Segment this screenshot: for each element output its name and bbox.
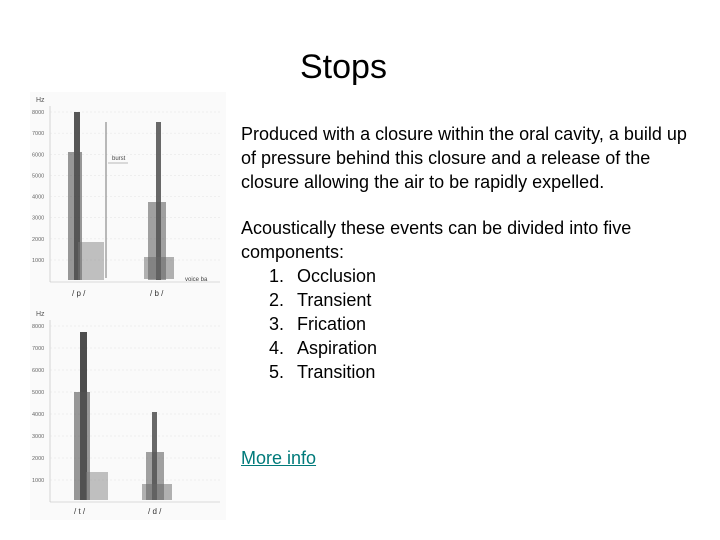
top-tick-label: 6000 (32, 152, 45, 159)
bottom-tick-label: 1000 (32, 478, 45, 484)
slide-title: Stops (300, 48, 387, 86)
spectrogram-bottom-panel (32, 311, 220, 516)
more-info-link[interactable]: More info (241, 448, 317, 468)
top-tick-label: 5000 (32, 173, 45, 180)
bottom-tick-label: 2000 (32, 456, 45, 462)
phoneme-label-t: / t / (74, 507, 86, 516)
burst-annotation: burst (112, 156, 126, 162)
components-list (241, 264, 701, 384)
spectrogram-top-panel (32, 97, 220, 298)
top-tick-label: 3000 (32, 215, 45, 222)
phoneme-label-d: / d / (148, 507, 162, 516)
list-item: 4. Aspiration (269, 338, 378, 358)
bottom-tick-label: 5000 (32, 390, 45, 396)
top-tick-label: 4000 (32, 194, 45, 201)
stops-definition: Produced with a closure within the oral cavity, a build up of pressure behind this closure and a release of the closure allowing the air to be rapidly expelled. (241, 124, 687, 192)
bottom-tick-label: 8000 (32, 324, 45, 330)
bottom-tick-label: 6000 (32, 368, 45, 374)
voice-bar-annotation: voice ba (185, 277, 208, 283)
bottom-tick-label: 4000 (32, 412, 45, 418)
components-intro: Acoustically these events can be divided into five components: (241, 218, 632, 262)
top-unit-label: Hz (36, 97, 45, 104)
list-item: 3. Frication (269, 314, 367, 334)
spectrogram-image (30, 92, 226, 520)
phoneme-label-p: / p / (72, 289, 86, 298)
phoneme-label-b: / b / (150, 289, 164, 298)
list-item: 5. Transition (269, 362, 376, 382)
bottom-tick-label: 7000 (32, 346, 45, 352)
top-tick-label: 8000 (32, 110, 45, 116)
components-section (241, 216, 701, 384)
slide-body (241, 122, 701, 384)
top-tick-label: 2000 (32, 236, 45, 243)
top-tick-label: 7000 (32, 131, 45, 138)
list-item: 2. Transient (269, 290, 372, 310)
bottom-tick-label: 3000 (32, 434, 45, 440)
top-tick-label: 1000 (32, 258, 45, 264)
list-item: 1. Occlusion (269, 266, 377, 286)
bottom-unit-label: Hz (36, 311, 45, 318)
